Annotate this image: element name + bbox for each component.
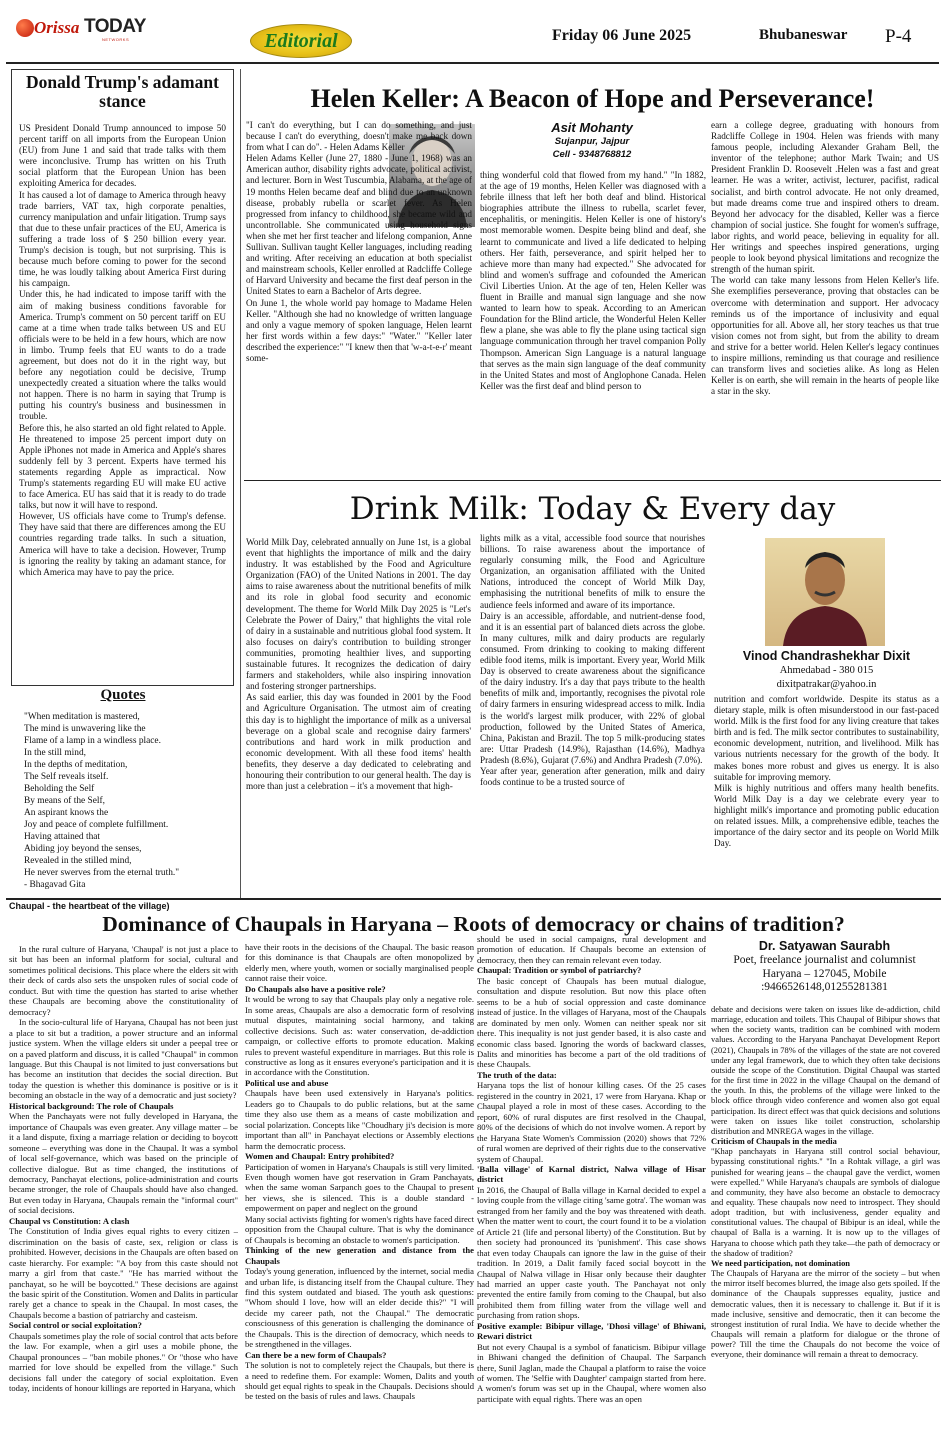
keller-article (244, 64, 941, 484)
keller-author-cell: Cell - 9348768812 (552, 149, 632, 160)
chaupal-author-line: Poet, freelance journalist and columnist (733, 954, 916, 966)
chaupal-paragraph: Chaupals sometimes play the role of social control that acts before the law. For example, when a girl uses a mobile phone, the Chaupal pronounces – "ban mobile phones." Or "those who have married for love should be expelled from the village." Such decisions fall under the category of social exploitation. Even today, incidents of honour killings are reported in Haryana, which (9, 1330, 238, 1394)
chaupal-subhead: Criticism of Chaupals in the media (711, 1136, 837, 1147)
chaupal-paragraph: Participation of women in Haryana's Chaupals is still very limited. Even though women have got reservation in Gram Panchayats, when the same woman Sarpanch goes to the Chaupal to present her views, she is silenced. This is a double standard - empowerment on paper and neglect on the ground (245, 1161, 474, 1214)
chaupal-paragraph: When the Panchayats were not fully developed in Haryana, the importance of Chaupals was even greater. Any village matter – be it a land dispute, fixing a marriage relation or deciding to boycott someone – everything was done in the Chaupal. It was a symbol of local self-governance, which was based on the principle of collective dialogue. But as time changed, the institutions of democracy, Panchayat elections, police-administration and courts became stronger, the role of Chaupals should have also changed. But even today in Haryana, Chaupals remain the "informal court" of social decisions. (9, 1111, 238, 1216)
trump-article (11, 69, 234, 686)
chaupal-author-name: Dr. Satyawan Saurabh (758, 939, 891, 953)
page-number: P-4 (885, 26, 912, 47)
logo-prefix: Orissa (34, 18, 80, 37)
quote-line: Abiding joy beyond the senses, (24, 844, 142, 854)
quote-line: In the depths of meditation, (24, 760, 128, 770)
trump-paragraph: Under this, he had indicated to impose tariff with the aim of making business conditions favorable for America. Trump's comment on 50 percent tariff on EU came at a time when trade talks between US and EU officials were to be held in a few hours, which are now in limbo. Trump feels that EU wants to do a trade agreement, but does not do it in the right way, but before any negotiation could be decisive, Trump unexpectedly created a situation where the talks would not happen. There is no harm in saying that Trump is putting his country's business and businessmen in trouble. (19, 289, 226, 422)
chaupal-paragraph: In the rural culture of Haryana, 'Chaupal' is not just a place to sit but has been an informal platform for social, cultural and sometimes political decisions. This place where the elders sit with their deck of cards also sets the unspoken rules of social code of conduct. But with time the question has started to arise whether these Chaupals are becoming above the constitutionality of democracy? (9, 944, 238, 1017)
quote-line: Having attained that (24, 832, 101, 842)
section-label: Editorial (264, 30, 338, 52)
trump-paragraph: However, US officials have come to Trump's defense. They have said that there are differences among the EU countries regarding trade talks. In such a situation, America will have to take a decision. However, Trump is ignoring the reality by taking an adamant stance, for which America may have to pay the price. (19, 511, 226, 577)
chaupal-paragraph: have their roots in the decisions of the Chaupal. The basic reason for this dominance is that Chaupals are often monopolized by elderly men, where youth, women or socially marginalised people cannot raise their voice. (245, 942, 474, 984)
chaupal-subhead: Positive example: Bibipur village, 'Dhosi village' of Bhiwani, Rewari district (477, 1320, 706, 1342)
trump-paragraph: US President Donald Trump announced to impose 50 percent tariff on all imports from the European Union (EU) from June 1 and said that trade talks with them were inconclusive. Trump has written on his Truth social platform that the European Union has been exploiting America for decades. (19, 123, 226, 189)
logo-tagline: NETWORKS (102, 37, 130, 42)
chaupal-paragraph: But not every Chaupal is a symbol of fanaticism. Bibipur village in Bhiwani changed the definition of Chaupal. The Sarpanch there, Sunil Jaglan, made the Chaupal a platform to raise the voice of women. The 'Selfie with Daughter' campaign started from here. A women's forum was set up in the Chaupal, where women also participate with equal rights. There was an open (477, 1341, 706, 1404)
quote-line: By means of the Self, (24, 796, 105, 806)
chaupal-paragraph: Today's young generation, influenced by the internet, social media and urban life, is distancing itself from the Chaupal culture. They find this system outdated and biased. The youth ask questions: "Whom should I love, how will an elder decide this?" "I will decide my career path, not the Chaupal." The democratic consciousness of this generation is challenging the dominance of the Chaupals. This is the direction of democracy, which needs to be strengthened in the villages. (245, 1266, 474, 1350)
chaupal-article (6, 900, 941, 1440)
logo-main: TODAY (84, 16, 146, 37)
section-badge (250, 24, 352, 58)
chaupal-subhead: Social control or social exploitation? (9, 1320, 142, 1331)
keller-col-2: thing wonderful cold that flowed from my hand." "In 1882, at the age of 19 months, Helen Keller was diagnosed with a febrile illness that left her both deaf and blind. Historical biographies attribute the illness to rubella, scarlet fever, encephalitis, or meningitis. Helen Keller is one of history's most memorable women. Despite being blind and deaf, she learnt to communicate and lived a life dedicated to helping others. Her faith, perseverance, and spirit helped her to achieve more than many had expected." She advocated for blind and women's suffrage and cofounded the American Civil Liberties Union. At the age of ten, Helen Keller was fluent in Braille and manual sign language and she now wanted to learn how to speak. According to an American Foundation for the Blind article, the Wonderful Helen Keller flew a plane, she was able to fly the plane using tactical sign language communication through her travel companion Polly Thompson. American Sign Language is a natural language that serves as the main sign language of the deaf community in the United States and most of Anglophone Canada. Helen Keller was the first deaf and blind person to (480, 170, 706, 391)
masthead (0, 0, 945, 62)
chaupal-subhead: Can there be a new form of Chaupals? (245, 1349, 387, 1360)
chaupal-subhead: Do Chaupals also have a positive role? (245, 983, 386, 994)
chaupal-col-2 (245, 942, 474, 1437)
quote-line: Flame of a lamp in a windless place. (24, 736, 161, 746)
keller-col-1: "I can't do everything, but I can do something, and just because I can't do everything, doesn't make me back down from what I can do". - Helen Adams Keller Helen Adams Keller (June 27, 1880 - June 1, 1968) was an American author, disability rights advocate, political activist, and lecturer. Born in West Tuscumbia, Alabama, at the age of 19 months Helen became deaf and blind due to an unknown disease, probably rubella or scarlet fever. As Helen progressed from infancy to childhood, she became wild and uncontrollable. She communicated using household signs when she met her first teacher and lifelong companion, Anne Sullivan. Sullivan taught Keller languages, including reading and writing. After receiving an education at both specialist and mainstream schools, Keller enrolled at Radcliffe College of Harvard University and became the first deaf person in the United States to earn a Bachelor of Arts degree. On June 1, the whole world pay homage to Madame Helen Keller. "Although she had no knowledge of written language and only a vague memory of spoken language, Helen learnt her first words within a few days:" "Water." "Keller later described the experience:" "I knew then that 'w-a-t-e-r' meant some- (246, 120, 472, 363)
keller-author (478, 120, 706, 161)
chaupal-author-line: Haryana – 127045, Mobile (762, 967, 887, 980)
quote-line: Revealed in the stilled mind, (24, 856, 132, 866)
trump-title: Donald Trump's adamant stance (26, 72, 219, 111)
chaupal-subhead: Chaupal vs Constitution: A clash (9, 1215, 130, 1226)
chaupal-subhead: Thinking of the new generation and distance from the Chaupals (245, 1245, 474, 1266)
milk-author-place: Ahmedabad - 380 015 (779, 665, 874, 676)
keller-author-place: Sujanpur, Jajpur (554, 136, 630, 147)
chaupal-paragraph: The Chaupals of Haryana are the mirror of the society – but when the mirror itself becomes blurred, the image also gets spoiled. If the dominance of the Chaupals suppresses equality, justice and democratic values, then it is necessary to challenge it. But if it is made inclusive, sensitive and democratic, then it can become the strongest institution of rural India. We have to decide whether the Chaupals will remain a platform for dialogue or the throne of power? Till the time the Chaupals do not become the voice of everyone, their dominance will remain a threat to democracy. (711, 1268, 940, 1360)
chaupal-paragraph: Many social activists fighting for women's rights have faced direct opposition from the Chaupal culture. That is why the dominance of Chaupals is becoming an obstacle to women's participation. (245, 1213, 474, 1245)
quote-line: Joy and peace of complete fulfillment. (24, 820, 169, 830)
milk-col-3: nutrition and comfort worldwide. Despite its status as a dietary staple, milk is often misunderstood in our fast-paced world. Milk is the first food for any living creature that takes birth and is fed. The milk sector contributes to sustainability, economic development, nutrition, and livelihood. Milk has various nutrients necessary for the growth of the body. It makes bones more robust and gives us energy. It is also suitable for improving memory. Milk is highly nutritious and offers many health benefits. World Milk Day is a day we celebrate every year to highlight milk's importance and promoting public education on related issues. Milk, a comprehensive edible, teaches the importance of the dairy sector and its people on World Milk Day. (714, 694, 939, 849)
quotes-lines (24, 711, 179, 891)
chaupal-paragraph: The solution is not to completely reject the Chaupals, but there is a need to redefine them. For example: Women, Dalits and youth should get equal rights to speak in the Chaupals. Decisions should be tested on the basis of rules and laws. Chaupals (245, 1360, 474, 1402)
chaupal-paragraph: Chaupals have been used extensively in Haryana's politics. Leaders go to Chaupals to do public relations, but at the same time they also use them as a means of caste mobilization and social polarization. Concepts like "Choudhary ji's decision is more important than all" in Panchayat elections or Assembly elections harm the democratic process. (245, 1088, 474, 1151)
quote-line: The mind is unwavering like the (24, 724, 146, 734)
trump-paragraph: It has caused a lot of damage to America through heavy trade barriers, VAT tax, high corporate penalties, currency manipulation and unfair litigation. Trump says that due to these unfair practices of the EU, America is suffering a trade loss of $ 250 billion every year. Trump's decision is tough, but not surprising. This is because much before coming to power for the second time, he was loudly talking about America First during his campaign. (19, 189, 226, 289)
chaupal-subhead: 'Balla village' of Karnal district, Nalwa village of Hisar district (477, 1163, 706, 1185)
chaupal-kicker: Chaupal - the heartbeat of the village) (9, 901, 170, 911)
trump-body (19, 123, 226, 683)
milk-col-1: World Milk Day, celebrated annually on June 1st, is a global event that highlights the importance of milk and the dairy industry. It was established by the Food and Agriculture Organization (FAO) of the United Nations in 2001. The day aims to raise awareness about the nutritional benefits of milk and its role in global food security and economic development. The theme for World Milk Day 2025 is "Let's Celebrate the Power of Dairy," that highlights the vital role of dairy in a sustainable and nutritious global food system. It also focuses on dairy's contribution to building stronger communities, promoting healthier lives, and supporting sustainable futures. It recognizes the dedication of dairy farmers and stakeholders, while also inspiring innovation and fostering stronger partnerships. As said earlier, this day was founded in 2001 by the Food and Agriculture Organisation. The utmost aim of creating this day is to highlight the importance of milk as a universal beverage on a global scale and recognise dairy farmers' contributions and hard work in milk production and economic development. With all these food items' health benefits, they deserve a day dedicated to celebrating and honouring their contribution to our general health. The day is more than just a celebration – it's a movement that high- (246, 537, 471, 792)
quote-attribution: - Bhagavad Gita (24, 880, 86, 890)
chaupal-col-4 (711, 1004, 940, 1437)
quote-line: In the still mind, (24, 748, 86, 758)
chaupal-paragraph: Haryana tops the list of honour killing cases. Of the 25 cases registered in the country in 2021, 17 were from Haryana. Khap or Chaupal played a role in most of these cases. According to the report, 60% of rural disputes are first resolved in the Chaupal, 80% of the decisions of which do not involve women. A report by the Haryana State Women's Commission (2020) shows that 72% of rural women are deprived of their rights due to the conservative system of Chaupal. (477, 1080, 706, 1164)
chaupal-subhead: Chaupal: Tradition or symbol of patriarchy? (477, 965, 642, 976)
city: Bhubaneswar (759, 27, 848, 43)
issue-date: Friday 06 June 2025 (552, 27, 692, 44)
section-rule (244, 480, 941, 481)
milk-author (714, 648, 939, 692)
quotes-title: Quotes (100, 687, 146, 703)
chaupal-paragraph: In 2016, the Chaupal of Balla village in Karnal decided to expel a loving couple from the village citing 'same gotra'. The woman was estranged from her family and the boy was threatened with death. When the matter went to court, the court found it to be a violation of Article 21 (life and personal liberty) of the Constitution. But by then society had pronounced its 'punishment'. This case shows that even today Chaupals can ignore the law in the guise of their tradition. In 2019, a Dalit family faced social boycott in the Chaupal of Nalwa village in Hisar only because their daughter had married an upper caste youth. The Panchayat not only prevented the entire family from coming to the Chaupal, but also prohibited them from filling water from the village well and purchasing from ration shops. (477, 1184, 706, 1321)
keller-title: Helen Keller: A Beacon of Hope and Perseverance! (310, 84, 875, 113)
quote-line: Beholding the Self (24, 784, 95, 794)
chaupal-subhead: The truth of the data: (477, 1069, 557, 1080)
chaupal-paragraph: The basic concept of Chaupals has been mutual dialogue, consultation and dispute resolution. But now this place often seems to be a hub of social oppression and caste dominance instead of justice. In the villages of Haryana, most of the Chaupals are dominated by men only. Women can neither speak nor sit there. This inequality is not just gender based, it is also caste and economic class based. Ignoring the words of backward classes, Dalits and minorities has become a part of the old traditions of these Chaupals. (477, 975, 706, 1070)
chaupal-title: Dominance of Chaupals in Haryana – Roots of democracy or chains of tradition? (102, 912, 845, 936)
chaupal-paragraph: "Khap panchayats in Haryana still control social behaviour, bypassing constitutional rights." "In a Rohtak village, a girl was punished for wearing jeans – the chaupal gave the verdict, women were expelled." While Haryana's chaupals are symbols of dialogue and community, they have also become an obstacle to democracy and equality. These chaupals now need to introspect. They should adopt tradition, but with inclusiveness, gender equality and constitutional values. The chaupal of Bibipur is an ideal, while the chaupal of Balla is a warning. It is now up to the villages of Haryana to choose which path they take—the path of democracy or the shadow of tradition? (711, 1146, 940, 1258)
chaupal-subhead: Women and Chaupal: Entry prohibited? (245, 1151, 395, 1162)
chaupal-paragraph: It would be wrong to say that Chaupals play only a negative role. In some areas, Chaupals are also a democratic form of resolving mutual disputes, maintaining social harmony, and taking collective decisions. Such as: water conservation, de-addiction campaign, or collective efforts to promote education. Making rules to prevent wasteful expenditure in marriages. But this role is constructive as long as it ensures everyone's participation and it is in accordance with the Constitution. (245, 994, 474, 1078)
trump-paragraph: Before this, he also started an old fight related to Apple. He threatened to impose 25 percent import duty on Apple iPhones not made in America and Apple's shares suddenly fell by 3 percent. Experts have termed his statements regarding Apple as impractical. Now Trump's statements regarding EU will make EU active to face America. EU has said that it is ready to do trade talks, but now it will have to respond. (19, 422, 226, 511)
chaupal-author (710, 938, 939, 995)
milk-author-photo (765, 538, 885, 646)
chaupal-paragraph: debate and decisions were taken on issues like de-addiction, child marriage, education and toilets. This Chaupal of Bibipur shows that when the society wants, tradition can be combined with modern values. According to the Haryana Panchayat Development Report (2021), Chaupals in 78% of the villages of the state are not covered under any legal framework, due to which they often take decisions outside the scope of the Constitution. Digital Chaupal was started for the first time in 2022 in the village Chaupal on the demand of the youth. In this, the problems of the village were linked to the block office through video conference and women also got equal participation. Its direct effect was that quick decisions and solutions were taken on issues like toilet construction, scholarship distribution and MNREGA wages in the village. (711, 1004, 940, 1136)
quote-line: "When meditation is mastered, (24, 712, 140, 722)
quotes-box (8, 686, 238, 898)
chaupal-subhead: Historical background: The role of Chaupals (9, 1100, 174, 1111)
chaupal-paragraph: In the socio-cultural life of Haryana, Chaupal has not been just a place to sit but a tradition, a power structure and an informal justice system. When the village elders sit under a peepal tree or on a paved platform and discuss, it is called "Chaupal" in common language. But this Chaupal is not limited to just conversations but has become an institution that decides the social direction. But today the question is whether this dominance is positive or is it becoming an obstacle in the way of a democratic and just society? (9, 1017, 238, 1101)
chaupal-col-3 (477, 934, 706, 1437)
chaupal-paragraph: The Constitution of India gives equal rights to every citizen – discrimination on the basis of caste, sex, religion or class is prohibited. However, decisions in the Chaupals are often based on caste hierarchy. For example: "A boy from this caste should not marry a girl from that caste." "He has married without the panchayat, so he will be boycotted." These decisions are against the basic spirit of the Constitution. Women and Dalits in particular rarely get a chance to speak in the Chaupal. In most cases, the Chaupals become a bastion of patriarchy and casteism. (9, 1226, 238, 1320)
milk-title: Drink Milk: Today & Every day (349, 491, 836, 527)
logo (14, 10, 154, 44)
milk-col-2: lights milk as a vital, accessible food source that nourishes billions. To raise awareness about the importance of regularly consuming milk, the Food and Agriculture Organization, an organisation affiliated with the United Nations, introduced the concept of World Milk Day, emphasising the nutritional benefits of milk to ensure the audience feels informed and aware of its importance. Dairy is an accessible, affordable, and nutrient-dense food, and it is an essential part of balanced diets across the globe. In many cultures, milk and dairy products are regularly consumed. From drinking to cooking to making different edible food items, milk is important. Every year, World Milk Day is observed to create awareness about the significance of the dairy industry. It's a day that pays tribute to the health benefits of milk and, importantly, recognises the pivotal role of dairy farmers in ensuring widespread access to milk. India is the world's largest milk producer, with 22% of global production, followed by the United States of America, China, Pakistan and Brazil. The top 5 milk-producing states are: Uttar Pradesh (14.9%), Rajasthan (14.6%), Madhya Pradesh (8.6%), Gujarat (7.6%) and Andhra Pradesh (7.0%). Year after year, generation after generation, milk and dairy foods continue to be a trusted source of (480, 533, 705, 788)
chaupal-subhead: Political use and abuse (245, 1077, 329, 1088)
keller-col-3: earn a college degree, graduating with honours from Radcliffe College in 1904. Helen was friends with many famous people, including Alexander Graham Bell, the inventor of the telephone; author Mark Twain; and US President Franklin D. Roosevelt .Helen was a fast and great learner. He was a writer, activist, lecturer, pacifist, radical socialist, and birth control advocate. He not only dreamed, but made dreams come true and inspired others to dream. Beyond her advocacy for the disabled, Keller was a fierce champion of social justice. She fought for women's suffrage, labor rights, and world peace, believing in equality for all. Her writings and speeches inspired generations, urging people to look beyond physical limitations and recognize the strength of the human spirit. The world can take many lessons from Helen Keller's life. She exemplifies perseverance, proving that obstacles can be overcome with determination and support. Her advocacy reminds us of the importance of inclusivity and equal opportunities for all. Above all, her story teaches us that true vision comes not from sight, but from the ability to dream and strive for a better world. Helen Keller's legacy continues to inspire millions, reminding us that courage and resilience can transform lives and societies alike. As long as Helen Keller is on earth, she will remain in the hearts of people like a star in the sky. (711, 120, 939, 397)
logo-globe-icon (16, 19, 34, 37)
chaupal-col-1 (9, 944, 238, 1437)
chaupal-paragraph: should be used in social campaigns, rural development and promotion of education. If Chaupals become an extension of democracy, then they can remain relevant even today. (477, 934, 706, 965)
milk-author-name: Vinod Chandrashekhar Dixit (742, 649, 911, 663)
milk-author-email: dixitpatrakar@yahoo.in (776, 679, 877, 690)
quote-line: The Self reveals itself. (24, 772, 109, 782)
quote-line: An aspirant knows the (24, 808, 109, 818)
keller-author-name: Asit Mohanty (551, 120, 633, 135)
column-divider (240, 69, 241, 899)
person-icon (765, 538, 885, 646)
chaupal-subhead: We need participation, not domination (711, 1257, 850, 1268)
milk-article (244, 482, 941, 897)
quote-line: He never swerves from the eternal truth." (24, 868, 180, 878)
chaupal-author-line: :9466526148,01255281381 (761, 981, 888, 993)
